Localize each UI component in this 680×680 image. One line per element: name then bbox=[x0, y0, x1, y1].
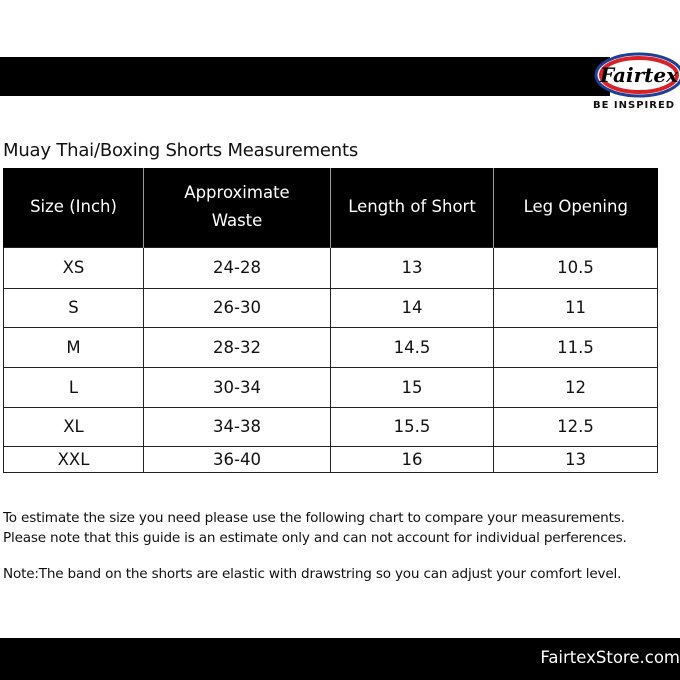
fairtex-logo bbox=[594, 52, 680, 98]
table-cell: 11.5 bbox=[494, 327, 658, 367]
table-row bbox=[4, 407, 658, 446]
table-cell: 14 bbox=[331, 288, 494, 327]
table-cell: 36-40 bbox=[144, 446, 331, 472]
table-cell: XS bbox=[4, 247, 144, 288]
table-cell: 15 bbox=[331, 367, 494, 407]
table-cell: 30-34 bbox=[144, 367, 331, 407]
table-cell: 13 bbox=[331, 247, 494, 288]
size-chart-table bbox=[3, 168, 658, 473]
note-line-2: Please note that this guide is an estimate only and can not account for individual perferences. bbox=[3, 530, 627, 546]
note-line-1: To estimate the size you need please use the following chart to compare your measurements. bbox=[3, 510, 625, 526]
table-row bbox=[4, 288, 658, 327]
header-length: Length of Short bbox=[331, 168, 494, 247]
header-leg-opening: Leg Opening bbox=[494, 168, 658, 247]
svg-text:Fairtex: Fairtex bbox=[599, 63, 679, 87]
table-cell: XL bbox=[4, 407, 144, 446]
table-cell: 10.5 bbox=[494, 247, 658, 288]
table-cell: 28-32 bbox=[144, 327, 331, 367]
header-waist bbox=[144, 168, 331, 247]
table-cell: 26-30 bbox=[144, 288, 331, 327]
table-cell: 16 bbox=[331, 446, 494, 472]
table-cell: S bbox=[4, 288, 144, 327]
table-cell: L bbox=[4, 367, 144, 407]
table-row bbox=[4, 247, 658, 288]
table-cell: 15.5 bbox=[331, 407, 494, 446]
header-waist-label: Approximate Waste bbox=[184, 183, 290, 231]
table-cell: M bbox=[4, 327, 144, 367]
table-cell: 13 bbox=[494, 446, 658, 472]
table-row bbox=[4, 367, 658, 407]
table-cell: XXL bbox=[4, 446, 144, 472]
table-cell: 12 bbox=[494, 367, 658, 407]
table-cell: 34-38 bbox=[144, 407, 331, 446]
table-cell: 14.5 bbox=[331, 327, 494, 367]
page-title: Muay Thai/Boxing Shorts Measurements bbox=[3, 140, 359, 161]
table-row bbox=[4, 327, 658, 367]
header-size: Size (Inch) bbox=[4, 168, 144, 247]
table-cell: 24-28 bbox=[144, 247, 331, 288]
table-cell: 12.5 bbox=[494, 407, 658, 446]
header-bar bbox=[0, 57, 610, 96]
table-cell: 11 bbox=[494, 288, 658, 327]
brand-tagline: BE INSPIRED bbox=[593, 100, 676, 111]
table-row bbox=[4, 446, 658, 472]
note-line-3: Note:The band on the shorts are elastic with drawstring so you can adjust your comfort level. bbox=[3, 566, 622, 582]
store-url: FairtexStore.com bbox=[540, 648, 680, 667]
